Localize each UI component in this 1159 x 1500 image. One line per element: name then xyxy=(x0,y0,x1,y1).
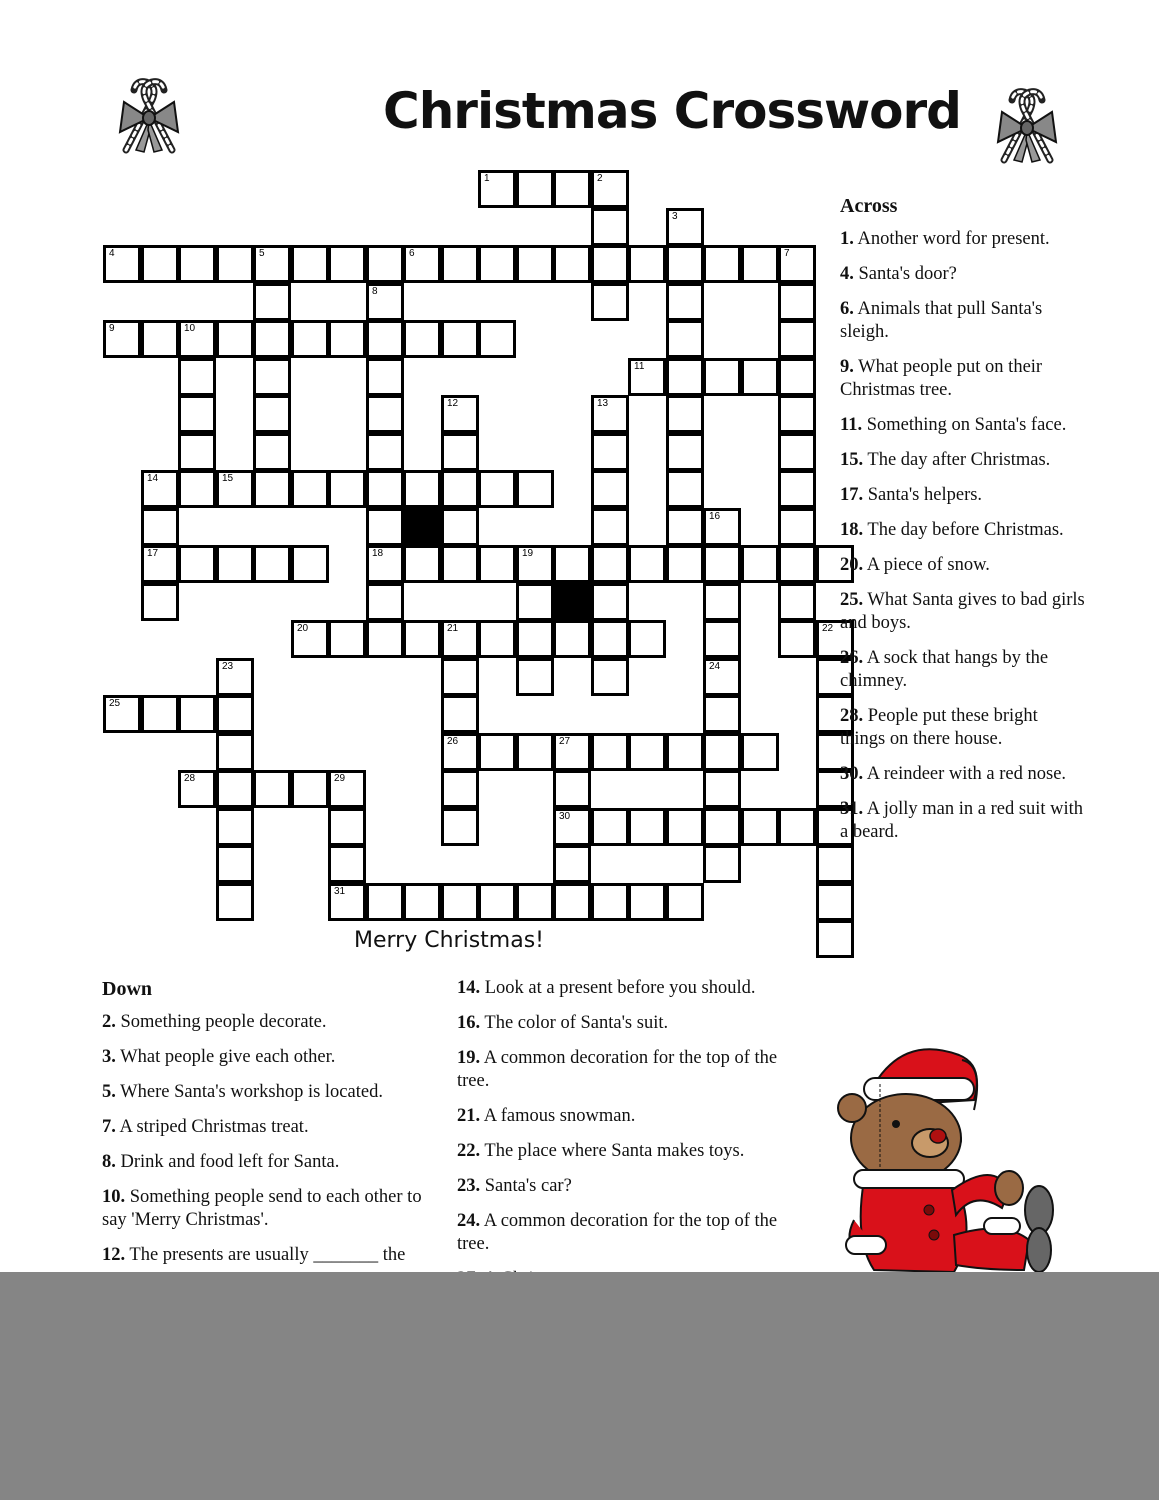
grid-cell[interactable] xyxy=(216,245,254,283)
clue-across-4: 4. Santa's door? xyxy=(840,264,957,284)
clue-across-30: 30. A reindeer with a red nose. xyxy=(840,764,1067,784)
grid-cell[interactable] xyxy=(141,508,179,546)
grid-clue-number: 18 xyxy=(372,548,384,559)
grid-cell[interactable] xyxy=(591,470,629,508)
grid-clue-number: 6 xyxy=(409,248,415,259)
grid-cell[interactable] xyxy=(478,733,516,771)
grid-cell[interactable] xyxy=(366,433,404,471)
grid-cell[interactable] xyxy=(516,620,554,658)
merry-christmas-text: Merry Christmas! xyxy=(354,928,544,953)
grid-cell[interactable] xyxy=(703,658,741,696)
grid-cell[interactable] xyxy=(591,620,629,658)
gray-overlay-panel xyxy=(0,1272,1159,1500)
grid-cell[interactable] xyxy=(516,883,554,921)
grid-cell[interactable] xyxy=(291,470,329,508)
grid-clue-number: 8 xyxy=(372,286,378,297)
grid-cell[interactable] xyxy=(366,545,404,583)
clue-down-24: 24. A common decoration for the top of the tree. xyxy=(457,1211,778,1254)
down-heading: Down xyxy=(102,978,153,1000)
grid-cell[interactable] xyxy=(553,733,591,771)
grid-cell[interactable] xyxy=(216,545,254,583)
grid-cell[interactable] xyxy=(141,470,179,508)
grid-cell[interactable] xyxy=(553,620,591,658)
grid-clue-number: 15 xyxy=(222,473,234,484)
grid-cell[interactable] xyxy=(441,320,479,358)
grid-cell[interactable] xyxy=(403,545,441,583)
grid-cell[interactable] xyxy=(328,245,366,283)
clue-across-18: 18. The day before Christmas. xyxy=(840,520,1064,540)
across-clue-list xyxy=(840,228,1085,844)
grid-cell[interactable] xyxy=(778,545,816,583)
clue-across-31: 31. A jolly man in a red suit with a beard. xyxy=(840,799,1084,842)
grid-cell[interactable] xyxy=(478,320,516,358)
grid-cell[interactable] xyxy=(628,808,666,846)
grid-cell[interactable] xyxy=(778,583,816,621)
grid-cell[interactable] xyxy=(666,320,704,358)
grid-cell[interactable] xyxy=(553,883,591,921)
grid-cell[interactable] xyxy=(291,620,329,658)
grid-cell[interactable] xyxy=(703,733,741,771)
grid-cell[interactable] xyxy=(366,583,404,621)
clue-across-1: 1. Another word for present. xyxy=(840,229,1050,249)
grid-cell[interactable] xyxy=(778,808,816,846)
grid-cell[interactable] xyxy=(628,358,666,396)
grid-cell[interactable] xyxy=(553,845,591,883)
clue-down-21: 21. A famous snowman. xyxy=(457,1106,636,1126)
grid-cell[interactable] xyxy=(516,583,554,621)
grid-clue-number: 4 xyxy=(109,248,115,259)
grid-cell[interactable] xyxy=(178,245,216,283)
grid-cell[interactable] xyxy=(178,433,216,471)
grid-cell[interactable] xyxy=(403,620,441,658)
grid-cell[interactable] xyxy=(703,620,741,658)
grid-clue-number: 22 xyxy=(822,623,834,634)
grid-cell[interactable] xyxy=(366,358,404,396)
grid-cell[interactable] xyxy=(141,695,179,733)
grid-cell[interactable] xyxy=(328,620,366,658)
grid-cell[interactable] xyxy=(516,658,554,696)
grid-cell[interactable] xyxy=(591,395,629,433)
grid-cell[interactable] xyxy=(666,395,704,433)
clue-down-10: 10. Something people send to each other to say 'Merry Christmas'. xyxy=(102,1187,422,1230)
grid-cell[interactable] xyxy=(441,695,479,733)
grid-cell[interactable] xyxy=(666,883,704,921)
grid-cell[interactable] xyxy=(403,470,441,508)
grid-cell[interactable] xyxy=(478,170,516,208)
grid-cell[interactable] xyxy=(291,320,329,358)
grid-cell[interactable] xyxy=(666,358,704,396)
clue-across-26: 26. A sock that hangs by the chimney. xyxy=(840,648,1049,691)
grid-clue-number: 30 xyxy=(559,811,571,822)
grid-cell[interactable] xyxy=(666,545,704,583)
grid-cell[interactable] xyxy=(741,808,779,846)
grid-cell[interactable] xyxy=(591,170,629,208)
grid-cell[interactable] xyxy=(366,470,404,508)
clue-down-8: 8. Drink and food left for Santa. xyxy=(102,1152,340,1172)
grid-cell[interactable] xyxy=(441,508,479,546)
grid-cell[interactable] xyxy=(178,358,216,396)
grid-cell[interactable] xyxy=(816,920,854,958)
grid-clue-number: 19 xyxy=(522,548,534,559)
grid-cell[interactable] xyxy=(666,433,704,471)
grid-cell[interactable] xyxy=(441,658,479,696)
grid-cell[interactable] xyxy=(103,695,141,733)
clue-down-2: 2. Something people decorate. xyxy=(102,1012,327,1032)
grid-cell[interactable] xyxy=(366,283,404,321)
teddy-bear-santa-illustration xyxy=(834,1040,1064,1285)
grid-cell[interactable] xyxy=(216,470,254,508)
grid-cell[interactable] xyxy=(591,883,629,921)
grid-cell[interactable] xyxy=(253,433,291,471)
grid-cell[interactable] xyxy=(366,395,404,433)
clue-down-5: 5. Where Santa's workshop is located. xyxy=(102,1082,383,1102)
grid-cell[interactable] xyxy=(516,545,554,583)
grid-cell[interactable] xyxy=(666,245,704,283)
grid-clue-number: 25 xyxy=(109,698,121,709)
grid-cell[interactable] xyxy=(141,583,179,621)
grid-cell[interactable] xyxy=(553,245,591,283)
grid-cell[interactable] xyxy=(591,545,629,583)
clue-down-12: 12. The presents are usually _______ the xyxy=(102,1245,406,1265)
page-title: Christmas Crossword xyxy=(383,82,961,140)
grid-cell[interactable] xyxy=(741,358,779,396)
clue-across-9: 9. What people put on their Christmas tree. xyxy=(840,357,1043,400)
grid-cell[interactable] xyxy=(741,545,779,583)
grid-cell[interactable] xyxy=(591,583,629,621)
grid-cell[interactable] xyxy=(441,395,479,433)
grid-cell[interactable] xyxy=(253,358,291,396)
grid-cell[interactable] xyxy=(516,470,554,508)
grid-cell[interactable] xyxy=(478,470,516,508)
clue-down-3: 3. What people give each other. xyxy=(102,1047,336,1067)
grid-clue-number: 16 xyxy=(709,511,721,522)
clue-across-15: 15. The day after Christmas. xyxy=(840,450,1051,470)
grid-cell[interactable] xyxy=(253,545,291,583)
grid-cell[interactable] xyxy=(703,358,741,396)
clue-down-7: 7. A striped Christmas treat. xyxy=(102,1117,309,1137)
grid-cell[interactable] xyxy=(441,808,479,846)
grid-cell[interactable] xyxy=(366,320,404,358)
grid-cell[interactable] xyxy=(628,733,666,771)
grid-cell[interactable] xyxy=(253,395,291,433)
grid-clue-number: 1 xyxy=(484,173,490,184)
grid-cell[interactable] xyxy=(553,545,591,583)
grid-cell[interactable] xyxy=(178,770,216,808)
grid-cell[interactable] xyxy=(591,808,629,846)
grid-cell[interactable] xyxy=(703,545,741,583)
grid-cell[interactable] xyxy=(516,733,554,771)
grid-cell[interactable] xyxy=(103,320,141,358)
grid-cell[interactable] xyxy=(441,883,479,921)
grid-cell[interactable] xyxy=(591,658,629,696)
grid-clue-number: 7 xyxy=(784,248,790,259)
grid-cell[interactable] xyxy=(703,770,741,808)
grid-cell[interactable] xyxy=(328,470,366,508)
grid-cell[interactable] xyxy=(666,733,704,771)
grid-cell[interactable] xyxy=(403,320,441,358)
grid-cell[interactable] xyxy=(328,845,366,883)
grid-cell[interactable] xyxy=(703,508,741,546)
grid-cell[interactable] xyxy=(141,320,179,358)
grid-cell[interactable] xyxy=(778,245,816,283)
grid-cell[interactable] xyxy=(516,170,554,208)
gray-overlay-tab xyxy=(0,1280,603,1290)
grid-cell[interactable] xyxy=(178,695,216,733)
grid-clue-number: 27 xyxy=(559,736,571,747)
grid-cell[interactable] xyxy=(328,320,366,358)
grid-clue-number: 12 xyxy=(447,398,459,409)
grid-cell[interactable] xyxy=(178,545,216,583)
grid-cell[interactable] xyxy=(703,808,741,846)
grid-cell[interactable] xyxy=(291,545,329,583)
grid-cell[interactable] xyxy=(666,508,704,546)
grid-clue-number: 5 xyxy=(259,248,265,259)
grid-cell[interactable] xyxy=(741,245,779,283)
grid-clue-number: 3 xyxy=(672,211,678,222)
clue-across-17: 17. Santa's helpers. xyxy=(840,485,983,505)
across-clues xyxy=(840,194,1085,856)
grid-cell[interactable] xyxy=(291,245,329,283)
grid-clue-number: 2 xyxy=(597,173,603,184)
grid-cell[interactable] xyxy=(216,733,254,771)
grid-cell[interactable] xyxy=(253,245,291,283)
grid-cell[interactable] xyxy=(591,508,629,546)
grid-cell[interactable] xyxy=(778,433,816,471)
grid-cell[interactable] xyxy=(403,245,441,283)
grid-clue-number: 24 xyxy=(709,661,721,672)
grid-cell[interactable] xyxy=(366,245,404,283)
grid-cell[interactable] xyxy=(253,770,291,808)
grid-cell[interactable] xyxy=(628,245,666,283)
grid-cell[interactable] xyxy=(216,320,254,358)
grid-cell[interactable] xyxy=(591,208,629,246)
grid-cell[interactable] xyxy=(516,245,554,283)
grid-cell[interactable] xyxy=(741,733,779,771)
grid-cell[interactable] xyxy=(216,883,254,921)
grid-cell[interactable] xyxy=(441,620,479,658)
clue-down-22: 22. The place where Santa makes toys. xyxy=(457,1141,745,1161)
grid-cell[interactable] xyxy=(441,470,479,508)
across-heading: Across xyxy=(840,195,898,217)
grid-clue-number: 14 xyxy=(147,473,159,484)
grid-cell[interactable] xyxy=(253,320,291,358)
grid-cell[interactable] xyxy=(328,808,366,846)
grid-cell-black xyxy=(403,508,441,546)
clue-down-23: 23. Santa's car? xyxy=(457,1176,572,1196)
grid-cell[interactable] xyxy=(478,620,516,658)
grid-cell[interactable] xyxy=(478,883,516,921)
grid-cell[interactable] xyxy=(778,508,816,546)
grid-cell[interactable] xyxy=(778,395,816,433)
grid-cell[interactable] xyxy=(628,620,666,658)
grid-cell[interactable] xyxy=(666,283,704,321)
grid-cell[interactable] xyxy=(778,283,816,321)
grid-cell[interactable] xyxy=(628,883,666,921)
grid-cell[interactable] xyxy=(328,883,366,921)
grid-cell[interactable] xyxy=(666,808,704,846)
grid-clue-number: 21 xyxy=(447,623,459,634)
down-clues-column-1 xyxy=(102,977,432,1302)
grid-cell[interactable] xyxy=(591,433,629,471)
grid-cell[interactable] xyxy=(703,695,741,733)
grid-clue-number: 28 xyxy=(184,773,196,784)
candy-cane-bow-icon xyxy=(982,80,1072,170)
grid-clue-number: 29 xyxy=(334,773,346,784)
grid-cell-black xyxy=(553,583,591,621)
grid-cell[interactable] xyxy=(366,508,404,546)
grid-cell[interactable] xyxy=(103,245,141,283)
grid-cell[interactable] xyxy=(441,733,479,771)
grid-cell[interactable] xyxy=(628,545,666,583)
clue-across-28: 28. People put these bright things on there house. xyxy=(840,706,1038,749)
clue-down-16: 16. The color of Santa's suit. xyxy=(457,1013,669,1033)
grid-clue-number: 20 xyxy=(297,623,309,634)
clue-across-6: 6. Animals that pull Santa's sleigh. xyxy=(840,299,1043,342)
grid-cell[interactable] xyxy=(291,770,329,808)
down-clues-column-2 xyxy=(457,977,802,1303)
clue-down-14: 14. Look at a present before you should. xyxy=(457,978,756,998)
grid-cell[interactable] xyxy=(216,658,254,696)
grid-cell[interactable] xyxy=(553,170,591,208)
grid-cell[interactable] xyxy=(778,320,816,358)
grid-cell[interactable] xyxy=(178,395,216,433)
candy-cane-bow-icon xyxy=(104,70,194,160)
grid-clue-number: 31 xyxy=(334,886,346,897)
grid-cell[interactable] xyxy=(666,470,704,508)
grid-clue-number: 11 xyxy=(634,361,645,372)
grid-cell[interactable] xyxy=(178,320,216,358)
grid-cell[interactable] xyxy=(778,358,816,396)
grid-cell[interactable] xyxy=(253,283,291,321)
grid-clue-number: 9 xyxy=(109,323,115,334)
grid-cell[interactable] xyxy=(703,583,741,621)
grid-clue-number: 17 xyxy=(147,548,159,559)
grid-cell[interactable] xyxy=(216,845,254,883)
grid-cell[interactable] xyxy=(591,245,629,283)
grid-cell[interactable] xyxy=(141,545,179,583)
grid-clue-number: 26 xyxy=(447,736,459,747)
grid-cell[interactable] xyxy=(216,695,254,733)
grid-cell[interactable] xyxy=(778,620,816,658)
grid-cell[interactable] xyxy=(666,208,704,246)
grid-clue-number: 13 xyxy=(597,398,609,409)
grid-cell[interactable] xyxy=(366,883,404,921)
clue-across-20: 20. A piece of snow. xyxy=(840,555,990,575)
grid-cell[interactable] xyxy=(591,733,629,771)
grid-cell[interactable] xyxy=(553,770,591,808)
grid-cell[interactable] xyxy=(441,245,479,283)
grid-cell[interactable] xyxy=(253,470,291,508)
grid-cell[interactable] xyxy=(141,245,179,283)
grid-cell[interactable] xyxy=(441,545,479,583)
grid-cell[interactable] xyxy=(216,770,254,808)
grid-cell[interactable] xyxy=(778,470,816,508)
grid-clue-number: 23 xyxy=(222,661,234,672)
clue-across-11: 11. Something on Santa's face. xyxy=(840,415,1067,435)
grid-cell[interactable] xyxy=(441,770,479,808)
grid-cell[interactable] xyxy=(478,545,516,583)
clue-across-25: 25. What Santa gives to bad girls and boys. xyxy=(840,590,1085,633)
grid-cell[interactable] xyxy=(178,470,216,508)
grid-cell[interactable] xyxy=(478,245,516,283)
grid-cell[interactable] xyxy=(366,620,404,658)
grid-cell[interactable] xyxy=(591,283,629,321)
grid-cell[interactable] xyxy=(403,883,441,921)
clue-down-19: 19. A common decoration for the top of the tree. xyxy=(457,1048,778,1091)
grid-cell[interactable] xyxy=(816,883,854,921)
grid-clue-number: 10 xyxy=(184,323,196,334)
grid-cell[interactable] xyxy=(553,808,591,846)
grid-cell[interactable] xyxy=(441,433,479,471)
grid-cell[interactable] xyxy=(328,770,366,808)
grid-cell[interactable] xyxy=(703,845,741,883)
grid-cell[interactable] xyxy=(703,245,741,283)
grid-cell[interactable] xyxy=(216,808,254,846)
